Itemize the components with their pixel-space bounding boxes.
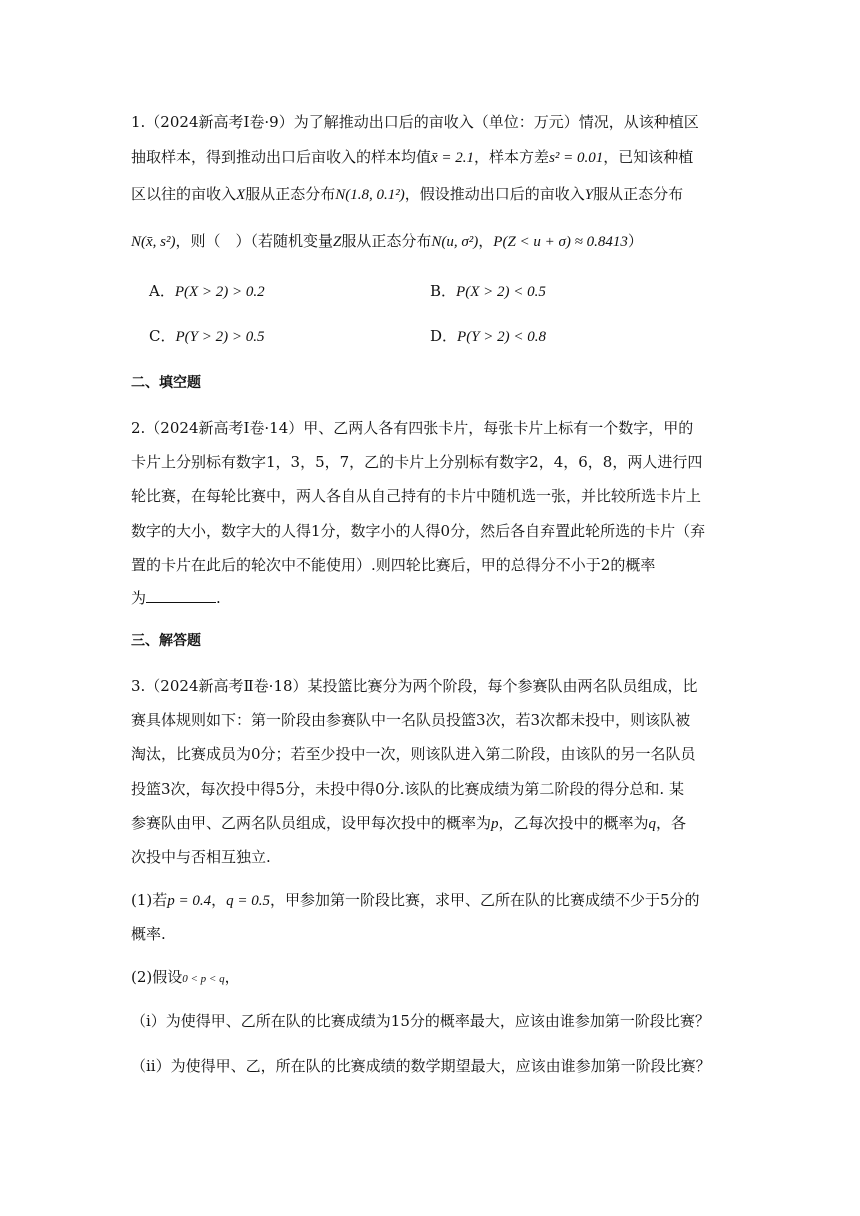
- option-c: [149, 326, 264, 347]
- formula-inequality: 0 < p < q: [182, 973, 225, 985]
- q3-text: ，各: [656, 814, 687, 832]
- option-a-label: A．: [149, 282, 175, 300]
- q3-line-6: 次投中与否相互独立.: [131, 848, 271, 866]
- q2-line-2: 卡片上分别标有数字1，3，5，7，乙的卡片上分别标有数字2，4，6，8，两人进行四: [131, 453, 703, 471]
- variable-p: p: [491, 816, 499, 832]
- q1-line-1: 1.（2024新高考Ⅰ卷·9）为了解推动出口后的亩收入（单位：万元）情况，从该种植区: [131, 113, 699, 131]
- option-b-formula: P(X > 2) < 0.5: [456, 284, 546, 300]
- q1-line-4: [131, 231, 731, 252]
- q2-text: .: [216, 589, 221, 607]
- section-heading-fill-blank: 二、填空题: [131, 375, 201, 391]
- q3-text: ，甲参加第一阶段比赛，求甲、乙所在队的比赛成绩不少于5分的: [270, 891, 700, 909]
- q2-line-6: [131, 588, 731, 608]
- q3-text: ，乙每次投中的概率为: [498, 814, 649, 832]
- q3-subquestion-1-cont: 概率.: [131, 925, 166, 943]
- q3-text: (2)假设: [131, 968, 183, 986]
- variable-y: Y: [584, 187, 594, 203]
- option-a-formula: P(X > 2) > 0.2: [174, 284, 265, 300]
- option-d-formula: P(Y > 2) < 0.8: [457, 329, 547, 345]
- q3-line-1: 3.（2024新高考Ⅱ卷·18）某投篮比赛分为两个阶段，每个参赛队由两名队员组成，比: [131, 677, 698, 695]
- option-d-label: D．: [430, 327, 458, 345]
- option-c-formula: P(Y > 2) > 0.5: [175, 329, 265, 345]
- q2-line-1: 2.（2024新高考Ⅰ卷·14）甲、乙两人各有四张卡片，每张卡片上标有一个数字，甲的: [131, 419, 694, 437]
- q1-text: 抽取样本，得到推动出口后亩收入的样本均值: [131, 148, 432, 166]
- q3-line-3: 淘汰，比赛成员为0分；若至少投中一次，则该队进入第二阶段，由该队的另一名队员: [131, 745, 696, 763]
- q3-line-4: 投篮3次，每次投中得5分，未投中得0分.该队的比赛成绩为第二阶段的得分总和. 某: [131, 780, 684, 798]
- q3-subquestion-2-i: （i）为使得甲、乙所在队的比赛成绩为15分的概率最大，应该由谁参加第一阶段比赛？: [131, 1012, 710, 1030]
- q1-text: 服从正态分布: [593, 185, 684, 203]
- q1-text: 服从正态分布: [245, 185, 336, 203]
- variable-x: X: [236, 187, 246, 203]
- q1-text: ，: [478, 232, 494, 250]
- q3-text: ，: [224, 968, 240, 986]
- answer-blank: [146, 588, 216, 603]
- formula-p-value: p = 0.4: [167, 893, 212, 909]
- q3-text: 参赛队由甲、乙两名队员组成，设甲每次投中的概率为: [131, 814, 492, 832]
- formula-normal-old: N(1.8, 0.1²): [335, 187, 405, 203]
- q1-text: ，已知该种植: [603, 148, 694, 166]
- option-d: [430, 326, 546, 347]
- q1-text: 服从正态分布: [341, 232, 432, 250]
- q1-text: ，样本方差: [474, 148, 550, 166]
- q2-text: 为: [131, 589, 147, 607]
- formula-probability-hint: P(Z < u + σ) ≈ 0.8413: [493, 234, 628, 250]
- q3-text: (1)若: [131, 891, 168, 909]
- formula-sample-variance: s² = 0.01: [549, 150, 604, 166]
- q2-line-5: 置的卡片在此后的轮次中不能使用）.则四轮比赛后，甲的总得分不小于2的概率: [131, 556, 656, 574]
- variable-q: q: [648, 816, 657, 832]
- q3-text: ，: [211, 891, 227, 909]
- formula-normal-z: N(u, σ²): [431, 234, 479, 250]
- q1-line-3: [131, 184, 731, 205]
- q1-line-2: [131, 147, 731, 168]
- q2-line-3: 轮比赛，在每轮比赛中，两人各自从自己持有的卡片中随机选一张，并比较所选卡片上: [131, 487, 702, 505]
- q1-text: 区以往的亩收入: [131, 185, 237, 203]
- formula-sample-mean: x̄ = 2.1: [431, 150, 475, 166]
- q3-line-5: [131, 813, 731, 834]
- q3-subquestion-1: [131, 890, 731, 911]
- q3-subquestion-2: [131, 967, 731, 989]
- q2-line-4: 数字的大小，数字大的人得1分，数字小的人得0分，然后各自弃置此轮所选的卡片（弃: [131, 522, 706, 540]
- q1-text: ）: [627, 232, 643, 250]
- q1-text: ，假设推动出口后的亩收入: [404, 185, 585, 203]
- formula-normal-new: N(x̄, s²): [131, 234, 176, 250]
- option-b: [430, 281, 546, 302]
- option-b-label: B．: [430, 282, 457, 300]
- option-c-label: C．: [149, 327, 176, 345]
- q3-subquestion-2-ii: （ii）为使得甲、乙，所在队的比赛成绩的数学期望最大，应该由谁参加第一阶段比赛？: [131, 1057, 711, 1075]
- formula-q-value: q = 0.5: [226, 893, 271, 909]
- option-a: [149, 281, 265, 302]
- variable-z: Z: [333, 234, 342, 250]
- section-heading-solution: 三、解答题: [131, 633, 201, 649]
- q1-text: ，则（ ）（若随机变量: [175, 232, 334, 250]
- q3-line-2: 赛具体规则如下：第一阶段由参赛队中一名队员投篮3次，若3次都未投中，则该队被: [131, 711, 691, 729]
